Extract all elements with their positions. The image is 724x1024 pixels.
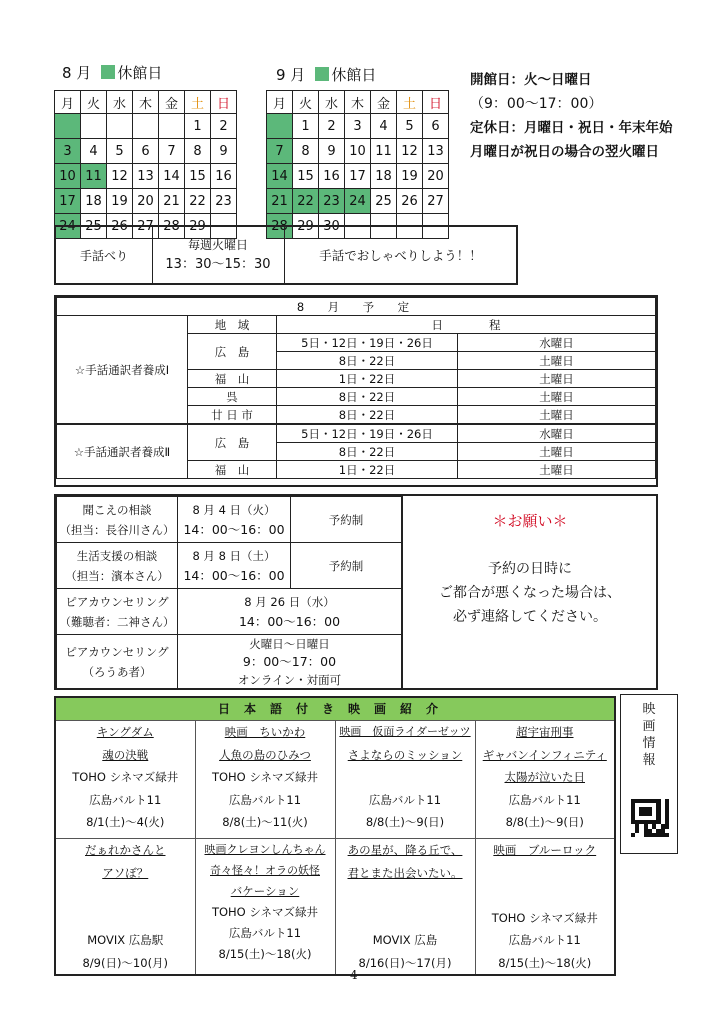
calendar-day: 8: [185, 139, 211, 164]
calendar-day: 6: [423, 114, 449, 139]
movie-spacer: [336, 766, 475, 789]
movie-title: 映画クレヨンしんちゃん: [204, 843, 326, 856]
movie-subtitle: 奇々怪々！オラの妖怪: [210, 864, 320, 877]
calendar-day: 29: [185, 214, 211, 239]
consult-name: 生活支援の相談: [76, 548, 158, 563]
dates-cell: 5日・12日・19日・26日: [277, 334, 458, 352]
shuwa-beri-hours: 13：30～15：30: [165, 257, 271, 272]
dates-cell: 8日・22日: [277, 443, 458, 461]
calendar-day: 14: [159, 164, 185, 189]
calendar-day: 5: [107, 139, 133, 164]
weekday-cell: 水曜日: [458, 424, 656, 443]
calendar-day: 28: [159, 214, 185, 239]
calendar-day: 27: [423, 189, 449, 214]
weekday-cell: 水曜日: [458, 334, 656, 352]
calendar-day: 21: [159, 189, 185, 214]
movie-theater: 広島バルト11: [368, 792, 442, 807]
consult-staff: （担当：濱本さん）: [65, 568, 169, 583]
calendar-day: 15: [293, 164, 319, 189]
weekday-cell: 土曜日: [458, 352, 656, 370]
calendar-day: 24: [55, 214, 81, 239]
area-cell: 呉: [188, 388, 277, 406]
movie-theater: 広島バルト11: [89, 792, 162, 807]
calendar-day: 11: [81, 164, 107, 189]
opening-days: 開館日：火～日曜日: [470, 72, 592, 88]
movie-theater: 広島バルト11: [508, 933, 581, 947]
movie-theater: MOVIX 広島駅: [87, 933, 164, 947]
calendar-day: 10: [345, 139, 371, 164]
calendar-day: 26: [107, 214, 133, 239]
dates-cell: 1日・22日: [277, 461, 458, 479]
shuwa-beri-box: [54, 225, 518, 285]
movie-theater: 広島バルト11: [228, 926, 302, 940]
calendar-day: 18: [371, 164, 397, 189]
calendar-day: 16: [211, 164, 237, 189]
aug-calendar-heading: [62, 62, 162, 83]
holiday-legend-swatch: [101, 65, 115, 79]
consult-time: 14：00～16：00: [183, 567, 285, 583]
calendar-day: 2: [211, 114, 237, 139]
calendar-day: 28: [267, 214, 293, 239]
consult-time: 14：00～16：00: [238, 613, 341, 629]
consult-date: 火曜日～日曜日: [249, 637, 330, 651]
shuwa-beri-day: 毎週火曜日: [187, 238, 248, 252]
movie-theater: 広島バルト11: [508, 792, 581, 807]
area-cell: 福 山: [188, 370, 277, 388]
opening-info: [470, 68, 673, 164]
movie-title: だぁれかさんと: [85, 843, 166, 857]
calendar-day: 2: [319, 114, 345, 139]
august-schedule-box: [54, 295, 658, 487]
calendar-day: 30: [319, 214, 345, 239]
calendar-day: 14: [267, 164, 293, 189]
movie-subtitle: 人魚の島のひみつ: [219, 747, 311, 762]
weekday-cell: 土曜日: [458, 370, 656, 388]
calendar-day: 23: [319, 189, 345, 214]
calendar-day: [81, 114, 107, 139]
calendar-day: 15: [185, 164, 211, 189]
movie-info-label-char: 報: [642, 753, 656, 768]
movie-info-side-panel: [620, 694, 678, 854]
calendar-day: [133, 114, 159, 139]
course-2-label: ☆手話通訳者養成Ⅱ: [57, 424, 188, 479]
dates-cell: 1日・22日: [277, 370, 458, 388]
movie-info-label-char: 画: [642, 719, 656, 734]
consultation-box: [54, 494, 658, 690]
area-cell: 廿 日 市: [188, 406, 277, 425]
movie-theater: TOHO シネマズ緑井: [491, 910, 598, 925]
sep-calendar-heading: [276, 64, 376, 85]
weekday-cell: 土曜日: [458, 443, 656, 461]
movie-title: キングダム: [96, 725, 154, 739]
movie-theater: TOHO シネマズ緑井: [211, 905, 319, 919]
consult-date: 8 月 4 日（火）: [192, 502, 276, 517]
movie-dates: 8/15(土)～18(火): [218, 947, 312, 961]
course-1-label: ☆手話通訳者養成Ⅰ: [57, 316, 188, 425]
col-dates-header: 日 程: [277, 316, 656, 334]
weekday-header: 火: [293, 91, 319, 114]
consult-date: 8 月 26 日（水）: [244, 594, 335, 609]
movie-theater: TOHO シネマズ緑井: [72, 770, 179, 784]
calendar-day: [107, 114, 133, 139]
calendar-day: 11: [371, 139, 397, 164]
movie-cell: [335, 721, 475, 839]
movie-info-label-char: 映: [642, 702, 656, 717]
movie-dates: 8/15(土)～18(火): [498, 955, 592, 970]
calendar-day: 9: [211, 139, 237, 164]
weekday-header: 木: [345, 91, 371, 114]
calendar-day: 5: [397, 114, 423, 139]
request-line: 予約の日時に: [488, 561, 572, 577]
movie-info-label: [621, 701, 677, 769]
calendar-day: 25: [371, 189, 397, 214]
weekday-cell: 土曜日: [458, 461, 656, 479]
area-cell: 福 山: [188, 461, 277, 479]
weekday-cell: 土曜日: [458, 388, 656, 406]
shuwa-beri-name: 手話べり: [56, 227, 153, 283]
consult-name: ピアカウンセリング: [65, 594, 169, 609]
calendar-day: 20: [423, 164, 449, 189]
calendar-day: 6: [133, 139, 159, 164]
calendar-day: 12: [107, 164, 133, 189]
consult-time: 14：00～16：00: [183, 521, 285, 537]
request-line: 必ず連絡してください。: [453, 609, 607, 625]
movie-subtitle: 魂の決戦: [102, 747, 149, 762]
consult-time: 9：00～17：00: [242, 654, 337, 669]
movie-subtitle: バケーション: [230, 884, 300, 898]
calendar-day: 10: [55, 164, 81, 189]
movie-subtitle: ギャバンインフィニティ: [482, 747, 607, 762]
calendar-day: 19: [107, 189, 133, 214]
weekday-header: 木: [133, 91, 159, 114]
consult-note: オンライン・対面可: [237, 673, 342, 687]
dates-cell: 8日・22日: [277, 388, 458, 406]
qr-code-icon[interactable]: [631, 799, 669, 837]
movie-subtitle: 君とまた出会いたい。: [347, 865, 463, 880]
weekday-header: 火: [81, 91, 107, 114]
movie-theater: MOVIX 広島: [372, 933, 438, 947]
calendar-day: 7: [159, 139, 185, 164]
request-line: ご都合が悪くなった場合は、: [439, 585, 621, 601]
schedule-title: 8 月 予 定: [57, 298, 656, 316]
calendar-day: 7: [267, 139, 293, 164]
weekday-header: 土: [397, 91, 423, 114]
movie-cell: [475, 839, 615, 976]
dates-cell: 8日・22日: [277, 352, 458, 370]
movie-subtitle: さよならのミッション: [347, 747, 463, 762]
movie-cell: [55, 839, 195, 976]
movie-dates: 8/8(土)～11(火): [222, 815, 308, 829]
weekday-header: 金: [371, 91, 397, 114]
shuwa-beri-description: 手話でおしゃべりしよう！！: [319, 248, 482, 263]
aug-holiday-label: 休館日: [117, 64, 163, 82]
sep-holiday-label: 休館日: [331, 66, 377, 84]
weekday-header: 金: [159, 91, 185, 114]
calendar-day: 12: [397, 139, 423, 164]
aug-month-label: 8 月: [62, 64, 92, 82]
calendar-day: 18: [81, 189, 107, 214]
request-title: ＊お願い＊: [492, 512, 568, 530]
consult-staff: （ろうあ者）: [82, 665, 152, 679]
movie-dates: 8/16(日)～17(月): [358, 955, 452, 970]
closed-days: 定休日：月曜日・祝日・年末年始: [470, 120, 673, 136]
col-area-header: 地 域: [188, 316, 277, 334]
movie-dates: 8/1(土)～4(火): [86, 815, 165, 829]
weekday-header: 水: [319, 91, 345, 114]
movie-title: 超宇宙刑事: [516, 725, 574, 739]
calendar-day: [267, 114, 293, 139]
weekday-header: 日: [423, 91, 449, 114]
aug-calendar: [54, 90, 237, 239]
weekday-header: 土: [185, 91, 211, 114]
consultation-table: [56, 496, 402, 690]
consult-name: 聞こえの相談: [82, 502, 152, 517]
area-cell: 広 島: [188, 424, 277, 461]
movie-spacer: [476, 862, 615, 907]
movies-header: 日本語付き映画紹介: [55, 697, 615, 721]
movie-info-label-char: 情: [642, 736, 656, 751]
calendar-day: 19: [397, 164, 423, 189]
movie-spacer: [56, 884, 195, 929]
closed-days-note: 月曜日が祝日の場合の翌火曜日: [470, 144, 659, 160]
calendar-day: [55, 114, 81, 139]
movie-cell: [55, 721, 195, 839]
calendar-day: 27: [133, 214, 159, 239]
movie-dates: 8/8(土)～9(日): [505, 815, 584, 829]
movies-table: [54, 696, 616, 976]
request-panel: [402, 496, 657, 688]
calendar-day: 4: [371, 114, 397, 139]
calendar-day: 1: [185, 114, 211, 139]
calendar-day: 22: [293, 189, 319, 214]
calendar-day: 17: [55, 189, 81, 214]
movie-title: あの星が、降る丘で、: [347, 843, 463, 857]
movie-cell: [335, 839, 475, 976]
movie-dates: 8/9(日)～10(月): [82, 955, 169, 970]
dates-cell: 8日・22日: [277, 406, 458, 425]
calendar-day: 21: [267, 189, 293, 214]
movie-title: 映画 ちいかわ: [224, 725, 306, 739]
calendar-day: 23: [211, 189, 237, 214]
august-schedule-table: [56, 297, 656, 479]
calendar-day: 3: [345, 114, 371, 139]
opening-hours: （9：00～17：00）: [470, 96, 603, 112]
dates-cell: 5日・12日・19日・26日: [277, 424, 458, 443]
calendar-day: [159, 114, 185, 139]
consult-name: ピアカウンセリング: [65, 645, 169, 659]
consult-staff: （難聴者：二神さん）: [59, 614, 175, 629]
weekday-header: 月: [55, 91, 81, 114]
movie-cell: [195, 721, 335, 839]
calendar-day: 25: [81, 214, 107, 239]
calendar-day: 22: [185, 189, 211, 214]
calendar-day: 26: [397, 189, 423, 214]
movie-dates: 8/8(土)～9(日): [365, 815, 445, 829]
calendar-day: 8: [293, 139, 319, 164]
sep-calendar: [266, 90, 449, 239]
movie-theater: 広島バルト11: [228, 792, 302, 807]
calendar-day: 4: [81, 139, 107, 164]
movie-spacer: [336, 884, 475, 929]
consult-date: 8 月 8 日（土）: [192, 548, 276, 563]
weekday-cell: 土曜日: [458, 406, 656, 425]
calendar-day: 9: [319, 139, 345, 164]
consult-note: 予約制: [291, 543, 402, 589]
movie-subtitle: 太陽が泣いた日: [504, 770, 585, 784]
calendar-day: 16: [319, 164, 345, 189]
page-number: 4: [350, 968, 358, 982]
consult-staff: （担当：長谷川さん）: [59, 522, 175, 537]
movie-subtitle: アソぼ？: [102, 865, 149, 880]
sep-month-label: 9 月: [276, 66, 306, 84]
calendar-day: 24: [345, 189, 371, 214]
movie-title: 映画 仮面ライダーゼッツ: [339, 725, 471, 738]
movie-cell: [195, 839, 335, 976]
area-cell: 広 島: [188, 334, 277, 370]
consult-note: 予約制: [291, 497, 402, 543]
weekday-header: 水: [107, 91, 133, 114]
calendar-day: 29: [293, 214, 319, 239]
weekday-header: 日: [211, 91, 237, 114]
holiday-legend-swatch: [315, 67, 329, 81]
movie-theater: TOHO シネマズ緑井: [211, 770, 319, 784]
calendar-day: 1: [293, 114, 319, 139]
weekday-header: 月: [267, 91, 293, 114]
calendar-day: 3: [55, 139, 81, 164]
calendar-day: 13: [133, 164, 159, 189]
movie-cell: [475, 721, 615, 839]
calendar-day: 20: [133, 189, 159, 214]
calendar-day: 13: [423, 139, 449, 164]
movie-title: 映画 ブルーロック: [493, 843, 597, 857]
shuwa-beri-time: [152, 227, 285, 283]
calendar-day: 17: [345, 164, 371, 189]
